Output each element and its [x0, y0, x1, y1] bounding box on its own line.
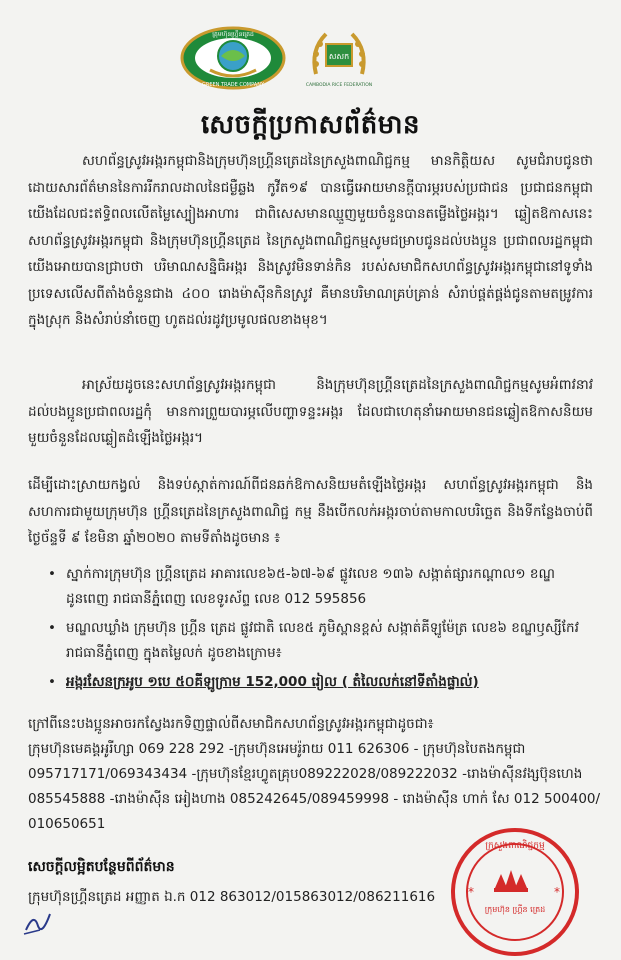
- contact-line: 010650651: [28, 816, 106, 832]
- logo-top-text: គ្រុមហ៊ុនហ្គ្រីនត្រេដ: [212, 31, 254, 38]
- list-item: [44, 670, 593, 695]
- bullet-icon: •: [48, 674, 56, 690]
- paragraph-1: សហព័ន្ធស្រូវអង្ករកម្ពុជានិងក្រុមហ៊ុនហ្គ្រីនត្រេដនៃក្រសួងពាណិជ្ជកម្ម មានកិត្តិយស សូមជំរាបជូនថា ដោយសារព័ត៌មាននៃការរីករាលដាលនៃជម្ងឺឆ្លង កូវីត១៩ បានធ្វើអោយមានក្តីបារម្ភរបស់ប្រជាជន ប្រជាជនកម្ពុជាយើងដែលជះឥទ្ធិពលលើតម្លៃស្បៀងអាហារ ជាពិសេសមានឈ្មួញមួយចំនួនបានតម្លើងថ្លៃអង្ករ។ ឆ្លៀតឱកាសនេះសហព័ន្ធស្រូវអង្ករកម្ពុជា និងក្រុមហ៊ុនហ្គ្រីនត្រេដ នៃក្រសួងពាណិជ្ជកម្មសូមជម្រាបជូនដល់បងប្អូន ប្រជាពលរដ្ឋកម្ពុជាយើងអោយបានជ្រាបថា បរិមាណសន្និធិអង្ករ និងស្រូវមិនទាន់កិន របស់សមាជិកសហព័ន្ធស្រូវអង្ករកម្ពុជានៅទូទាំងប្រទេសលើសពីតាំងចំនួនជាង ៤០០ រោងម៉ាស៊ីនកិនស្រូវ គឺមានបរិមាណគ្រប់គ្រាន់ សំរាប់ផ្គត់ផ្គង់ជូនតាមតម្រូវការក្នុងស្រុក និងសំរាប់នាំចេញ ហូតដល់រដូវប្រមូលផលខាងមុខ។: [28, 153, 593, 328]
- location-2-text: មណ្ឌលឃ្លាំង ក្រុមហ៊ុន ហ្គ្រីន ត្រេដ ផ្លូវជាតិ លេខ៥ ភូមិស្ពានខ្ពស់ សង្កាត់គីឡូម៉ែត្រ លេខ៦ ខណ្ឌឫស្សីកែវ រាជធានីភ្នំពេញ ក្នុងតម្លៃលក់ ដូចខាងក្រោម៖: [66, 620, 579, 661]
- paragraph-2: អាស្រ័យដូចនេះសហព័ន្ធស្រូវអង្ករកម្ពុជា និងក្រុមហ៊ុនហ្គ្រីនត្រេដនៃក្រសួងពាណិជ្ជកម្មសូមអំពាវនាវដល់បងប្អូនប្រជាពលរដ្ឋកុំ មានការព្រួយបារម្ភលើបញ្ហាទន្ទះអង្ករ ដែលជាហេតុនាំអោយមានជនឆ្លៀតឱកាសនិយម មួយចំនួនដែលឆ្លៀតដំឡើងថ្លៃអង្ករ។: [28, 377, 593, 446]
- list-item: [44, 562, 593, 612]
- stamp-top-text: ក្រសួងពាណិជ្ជកម្ម: [485, 841, 545, 851]
- contacts-section: [28, 712, 601, 837]
- rice-federation-logo: [306, 24, 372, 94]
- bullet-icon: •: [48, 566, 56, 582]
- location-1-text: ស្នាក់ការក្រុមហ៊ុន ហ្គ្រីនត្រេដ អាគារលេខ៦៥-៦៧-៦៩ ផ្លូវលេខ ១៣៦ សង្កាត់ផ្សារកណ្តាល១ ខណ្ឌដូនពេញ រាជធានីភ្នំពេញ លេខទូរស័ព្ទ លេខ 012 595856: [66, 566, 555, 607]
- contact-line: ក្រុមហ៊ុនមេគង្គអូរីហ្សា 069 228 292 -ក្រុមហ៊ុនអេមរ៉ូរាយ 011 626306 - ក្រុមហ៊ុនបៃតងកម្ពុជា: [28, 741, 526, 757]
- paragraph-3: ដើម្បីដោះស្រាយកង្វល់ និងទប់ស្កាត់ការណ៍ពីជនឆក់ឱកាសនិយមតំឡើងថ្លៃអង្ករ សហព័ន្ធស្រូវអង្ករកម្ពុជា និងសហការជាមួយក្រុមហ៊ុន ហ្គ្រីនត្រេដនៃក្រសួងពាណិជ្ជ កម្ម នឹងបើកលក់អង្ករចាប់តាមកាលបរិច្ឆេត និងទីកន្លែងចាប់ពី ថ្ងៃច័ន្ទទី ៩ ខែមិនា ឆ្នាំ២០២០ តាមទីតាំងដូចមាន ៖: [28, 477, 593, 546]
- location-list: [44, 562, 593, 699]
- price-line: អង្ករសែនក្រអូប ១បេ ៥០គីឡូក្រាម 152,000 រៀល ( តំលៃលក់នៅទីតាំងផ្ទាល់): [66, 674, 479, 690]
- logo-bottom-text: GREEN TRADE COMPANY: [202, 82, 264, 88]
- contacts-intro: ក្រៅពីនេះបងប្អូនអាចរកស្វែងរកទិញផ្ទាល់ពីសមាជិកសហព័ន្ធស្រូវអង្ករកម្ពុជាដូចជា៖: [28, 716, 434, 732]
- official-stamp-icon: [446, 826, 584, 958]
- footer-title: សេចក្តីលម្អិតបន្ថែមពីព័ត៌មាន: [28, 859, 175, 875]
- contact-line: 095717171/069343434 -ក្រុមហ៊ុនខ្មែរហ្វូតគ្រុប089222028/089222032 -រោងម៉ាស៊ីនវង្សប៊ុនហេង: [28, 766, 583, 782]
- logo2-top-text: សសក: [328, 52, 350, 61]
- footer-contact: ក្រុមហ៊ុនហ្គ្រីនត្រេដ អញ្ញាត ឯ.ក 012 863012/015863012/086211616: [28, 889, 436, 905]
- document-title: សេចក្តីប្រកាសព័ត៌មាន: [200, 110, 421, 140]
- star-icon: *: [468, 885, 474, 899]
- signature-icon: [20, 900, 60, 940]
- star-icon: *: [554, 885, 560, 899]
- logo2-bottom-text: CAMBODIA RICE FEDERATION: [306, 83, 372, 88]
- green-trade-logo: [180, 26, 286, 90]
- bullet-icon: •: [48, 620, 56, 636]
- stamp-middle-text: ក្រុមហ៊ុន ហ្គ្រីន ត្រេដ: [484, 905, 546, 914]
- list-item: [44, 616, 593, 666]
- contact-line: 085545888 -រោងម៉ាស៊ីន អៀងហាង 085242645/089459998 - រោងម៉ាស៊ីន ហាក់ សែ 012 500400/: [28, 791, 601, 807]
